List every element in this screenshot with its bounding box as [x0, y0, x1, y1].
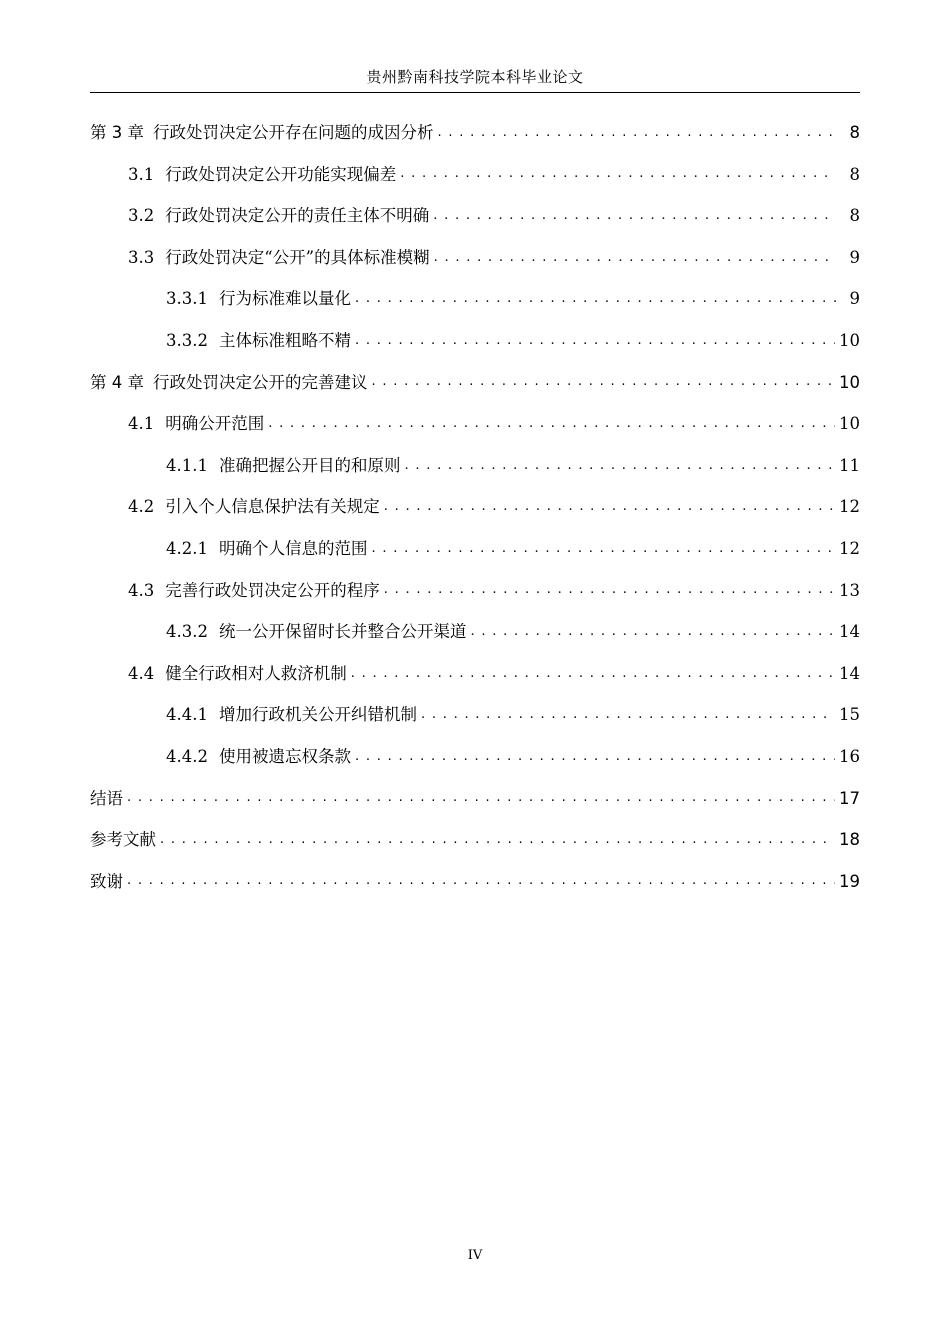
- toc-entry[interactable]: [90, 653, 860, 695]
- toc-entry[interactable]: [90, 611, 860, 653]
- toc-dot-leader: [470, 622, 835, 642]
- toc-entry[interactable]: [90, 278, 860, 320]
- toc-dot-leader: [404, 456, 835, 476]
- table-of-contents: [90, 112, 860, 902]
- toc-entry-number: 4.2.1: [166, 538, 208, 558]
- toc-entry-page: 8: [849, 206, 860, 226]
- toc-entry-page: 18: [839, 830, 860, 850]
- toc-entry[interactable]: [90, 154, 860, 196]
- toc-entry-title: 行政处罚决定“公开”的具体标准模糊: [165, 247, 430, 267]
- toc-entry-page: 19: [839, 871, 860, 891]
- toc-entry-page: 8: [849, 123, 860, 142]
- toc-entry-title: 增加行政机关公开纠错机制: [218, 705, 417, 725]
- toc-entry-number: 3.3: [128, 247, 155, 267]
- toc-entry-title: 使用被遗忘权条款: [218, 746, 351, 766]
- toc-entry-page: 9: [849, 247, 860, 267]
- toc-entry[interactable]: [90, 112, 860, 154]
- toc-dot-leader: [355, 747, 835, 767]
- toc-entry[interactable]: [90, 819, 860, 861]
- toc-entry-page: 13: [839, 580, 860, 600]
- toc-dot-leader: [160, 830, 835, 850]
- toc-entry-number: 3.2: [128, 206, 155, 226]
- toc-entry[interactable]: [90, 570, 860, 612]
- toc-dot-leader: [355, 289, 836, 309]
- toc-entry-number: 3.1: [128, 164, 155, 184]
- toc-entry-title: 健全行政相对人救济机制: [165, 663, 347, 683]
- header-rule: [90, 92, 860, 93]
- toc-entry[interactable]: [90, 486, 860, 528]
- document-header: 贵州黔南科技学院本科毕业论文: [366, 68, 584, 86]
- toc-entry[interactable]: [90, 362, 860, 404]
- toc-entry[interactable]: [90, 778, 860, 820]
- toc-entry[interactable]: [90, 403, 860, 445]
- toc-entry-number: 4.1.1: [166, 455, 208, 475]
- toc-entry-title: 明确个人信息的范围: [218, 538, 368, 558]
- toc-entry[interactable]: [90, 237, 860, 279]
- toc-entry[interactable]: [90, 195, 860, 237]
- toc-entry-number: 4.3: [128, 580, 155, 600]
- toc-entry-title: 准确把握公开目的和原则: [218, 455, 401, 475]
- toc-entry-page: 14: [839, 663, 860, 683]
- toc-entry-title: 致谢: [90, 871, 123, 891]
- toc-entry-page: 8: [849, 164, 860, 184]
- toc-entry-number: 3.3.1: [166, 289, 208, 309]
- toc-entry-page: 10: [839, 330, 860, 350]
- toc-entry-title: 行政处罚决定公开的完善建议: [153, 372, 368, 392]
- toc-entry-number: 4.3.2: [166, 622, 208, 642]
- toc-dot-leader: [268, 414, 835, 434]
- page-number: IV: [467, 1248, 483, 1263]
- toc-entry-page: 9: [849, 289, 860, 309]
- toc-dot-leader: [434, 248, 836, 268]
- toc-entry-title: 明确公开范围: [165, 414, 265, 434]
- toc-dot-leader: [371, 539, 835, 559]
- toc-entry-number: 4.2: [128, 497, 155, 517]
- toc-entry[interactable]: [90, 861, 860, 903]
- toc-entry-title: 统一公开保留时长并整合公开渠道: [218, 622, 467, 642]
- toc-entry-title: 引入个人信息保护法有关规定: [165, 497, 380, 517]
- toc-entry-page: 17: [839, 788, 860, 808]
- toc-entry-page: 16: [839, 746, 860, 766]
- toc-dot-leader: [433, 206, 836, 226]
- toc-dot-leader: [384, 580, 835, 600]
- toc-entry-title: 结语: [90, 788, 123, 808]
- toc-entry-number: 第 4 章: [90, 372, 144, 392]
- toc-entry[interactable]: [90, 736, 860, 778]
- toc-entry[interactable]: [90, 320, 860, 362]
- toc-entry-number: 4.4.1: [166, 705, 208, 725]
- toc-entry-number: 4.4.2: [166, 746, 208, 766]
- toc-entry-title: 主体标准粗略不精: [218, 330, 351, 350]
- toc-dot-leader: [351, 664, 835, 684]
- toc-entry-page: 12: [839, 497, 860, 517]
- toc-dot-leader: [127, 788, 835, 808]
- toc-entry-page: 10: [839, 414, 860, 434]
- toc-dot-leader: [421, 705, 835, 725]
- toc-entry-page: 14: [839, 622, 860, 642]
- toc-entry-number: 第 3 章: [90, 123, 144, 142]
- toc-entry-title: 行政处罚决定公开功能实现偏差: [165, 164, 397, 184]
- toc-entry[interactable]: [90, 528, 860, 570]
- toc-entry-title: 完善行政处罚决定公开的程序: [165, 580, 380, 600]
- toc-entry-title: 行政处罚决定公开存在问题的成因分析: [153, 123, 434, 142]
- toc-entry-page: 15: [839, 705, 860, 725]
- toc-entry-number: 4.4: [128, 663, 155, 683]
- toc-entry-page: 10: [839, 372, 860, 392]
- toc-dot-leader: [372, 372, 836, 392]
- toc-dot-leader: [400, 164, 836, 184]
- toc-dot-leader: [384, 497, 835, 517]
- toc-entry-page: 11: [839, 455, 860, 475]
- toc-entry-number: 4.1: [128, 414, 155, 434]
- toc-entry-title: 行为标准难以量化: [218, 289, 351, 309]
- toc-entry-title: 参考文献: [90, 830, 156, 850]
- toc-entry[interactable]: [90, 694, 860, 736]
- toc-entry[interactable]: [90, 445, 860, 487]
- toc-entry-page: 12: [839, 538, 860, 558]
- toc-entry-number: 3.3.2: [166, 330, 208, 350]
- toc-dot-leader: [355, 331, 835, 351]
- toc-entry-title: 行政处罚决定公开的责任主体不明确: [165, 206, 430, 226]
- toc-dot-leader: [127, 871, 835, 891]
- toc-dot-leader: [438, 123, 837, 143]
